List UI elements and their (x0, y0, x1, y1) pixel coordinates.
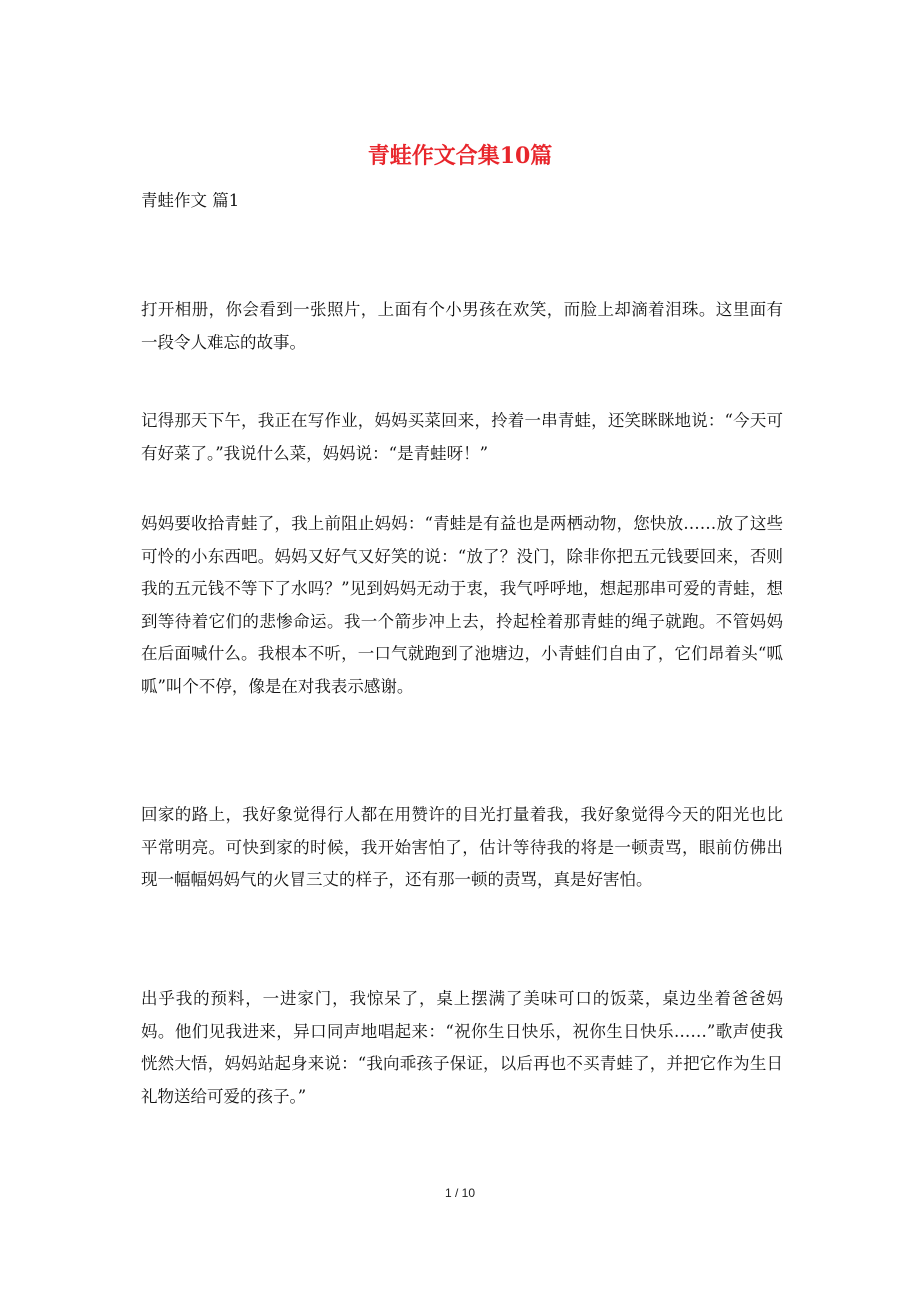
section-heading: 青蛙作文 篇1 (141, 191, 240, 210)
document-title: 青蛙作文合集10篇 (367, 143, 553, 169)
paragraph-5: 出乎我的预料，一进家门，我惊呆了，桌上摆满了美味可口的饭菜，桌边坐着爸爸妈妈。他们见我进来，异口同声地唱起来：“祝你生日快乐，祝你生日快乐……”歌声使我恍然大悟，妈妈站起身来说：“我向乖孩子保证，以后再也不买青蛙了，并把它作为生日礼物送给可爱的孩子。” (141, 989, 783, 1106)
paragraph-3: 妈妈要收拾青蛙了，我上前阻止妈妈：“青蛙是有益也是两栖动物，您快放……放了这些可怜的小东西吧。妈妈又好气又好笑的说：“放了？没门，除非你把五元钱要回来，否则我的五元钱不等下了水吗？”见到妈妈无动于衷，我气呼呼地，想起那串可爱的青蛙，想到等待着它们的悲惨命运。我一个箭步冲上去，拎起栓着那青蛙的绳子就跑。不管妈妈在后面喊什么。我根本不听，一口气就跑到了池塘边，小青蛙们自由了，它们昂着头“呱呱”叫个不停，像是在对我表示感谢。 (141, 514, 783, 696)
page-number: 1 / 10 (444, 1186, 476, 1200)
paragraph-1: 打开相册，你会看到一张照片，上面有个小男孩在欢笑，而脸上却滴着泪珠。这里面有一段令人难忘的故事。 (141, 300, 783, 352)
paragraph-2: 记得那天下午，我正在写作业，妈妈买菜回来，拎着一串青蛙，还笑眯眯地说：“今天可有好菜了。”我说什么菜，妈妈说：“是青蛙呀！” (141, 411, 783, 463)
paragraph-4: 回家的路上，我好象觉得行人都在用赞许的目光打量着我，我好象觉得今天的阳光也比平常明亮。可快到家的时候，我开始害怕了，估计等待我的将是一顿责骂，眼前仿佛出现一幅幅妈妈气的火冒三丈的样子，还有那一顿的责骂，真是好害怕。 (141, 805, 783, 889)
